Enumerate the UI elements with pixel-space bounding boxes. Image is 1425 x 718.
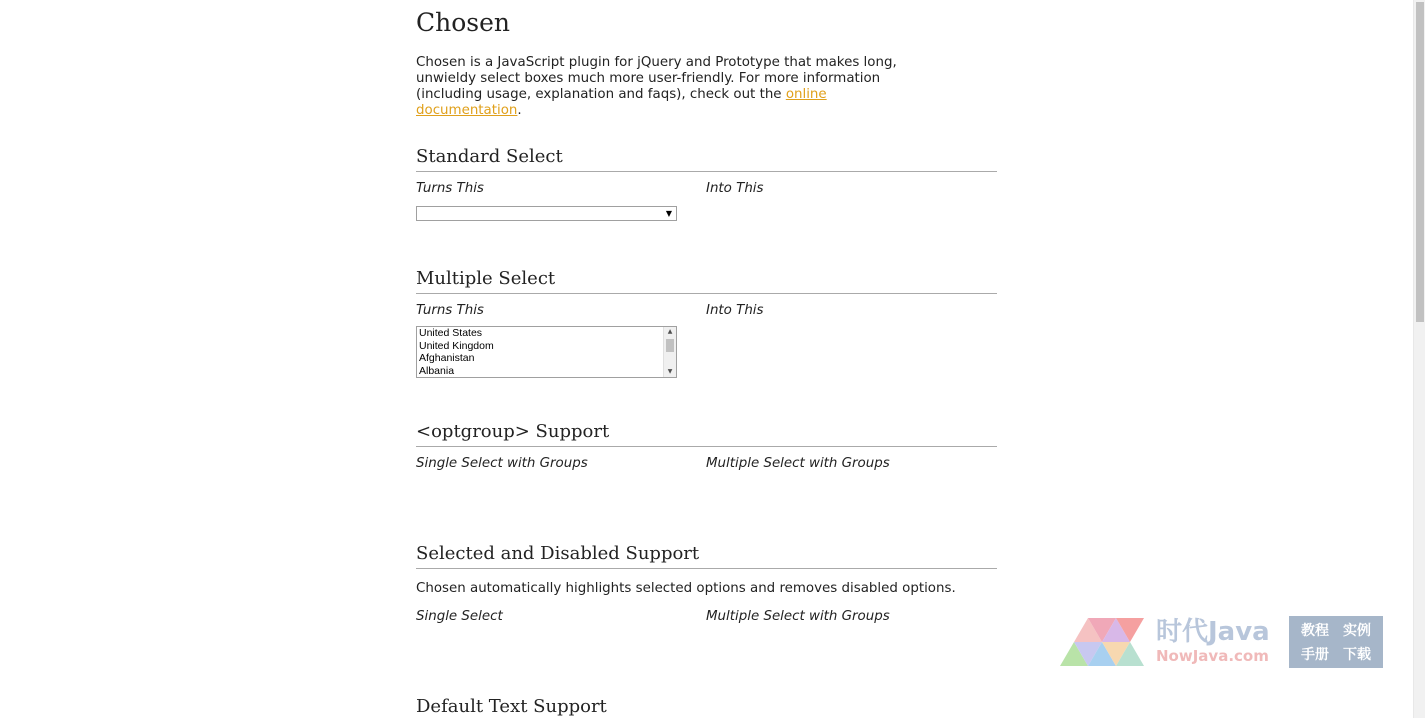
page-scrollbar-thumb[interactable]	[1416, 2, 1424, 322]
watermark-box-text: 实例	[1343, 623, 1371, 639]
watermark-subtitle: NowJava.com	[1156, 647, 1269, 665]
watermark-box-text: 教程	[1301, 623, 1329, 639]
multiple-turns-this-label: Turns This	[416, 303, 484, 318]
multiple-select-options	[419, 327, 494, 377]
page-title: Chosen	[416, 8, 511, 37]
section-title-standard-select: Standard Select	[416, 146, 997, 172]
intro-text-end: .	[517, 103, 522, 118]
dropdown-arrow-icon: ▼	[665, 209, 672, 218]
nowjava-watermark	[1060, 616, 1385, 668]
watermark-title: 时代Java	[1156, 617, 1270, 647]
list-item[interactable]: United Kingdom	[419, 339, 494, 352]
listbox-scrollbar-thumb[interactable]	[666, 339, 674, 352]
watermark-box	[1289, 616, 1383, 668]
intro-text: Chosen is a JavaScript plugin for jQuery and Prototype that makes long, unwieldy select boxes much more user-friendly. For more information (including usage, explanation and faqs), check out the	[416, 55, 897, 102]
page-scrollbar[interactable]	[1413, 0, 1425, 718]
section-title-optgroup-support: <optgroup> Support	[416, 421, 997, 447]
triangle-logo-icon	[1060, 618, 1152, 666]
intro-paragraph	[416, 55, 926, 119]
listbox-scrollbar[interactable]	[663, 327, 676, 377]
multiple-select-listbox[interactable]	[416, 326, 677, 378]
standard-turns-this-label: Turns This	[416, 181, 484, 196]
scroll-up-arrow-icon[interactable]: ▲	[667, 328, 673, 335]
standard-into-this-label: Into This	[706, 181, 764, 196]
optgroup-single-label: Single Select with Groups	[416, 456, 588, 471]
scroll-down-arrow-icon[interactable]: ▼	[667, 368, 673, 375]
selected-single-label: Single Select	[416, 609, 503, 624]
selected-disabled-description: Chosen automatically highlights selected options and removes disabled options.	[416, 581, 956, 596]
section-title-multiple-select: Multiple Select	[416, 268, 997, 294]
standard-select-dropdown[interactable]	[416, 206, 677, 221]
online-documentation-link[interactable]: online documentation	[416, 87, 827, 118]
optgroup-multiple-label: Multiple Select with Groups	[706, 456, 890, 471]
section-title-selected-disabled: Selected and Disabled Support	[416, 543, 997, 569]
list-item[interactable]: Albania	[419, 364, 455, 377]
selected-multiple-label: Multiple Select with Groups	[706, 609, 890, 624]
list-item[interactable]: Afghanistan	[419, 352, 475, 365]
list-item[interactable]: United States	[419, 327, 483, 339]
multiple-into-this-label: Into This	[706, 303, 764, 318]
watermark-box-text: 下载	[1343, 647, 1371, 663]
section-title-default-text: Default Text Support	[416, 696, 607, 717]
watermark-box-text: 手册	[1301, 647, 1329, 663]
